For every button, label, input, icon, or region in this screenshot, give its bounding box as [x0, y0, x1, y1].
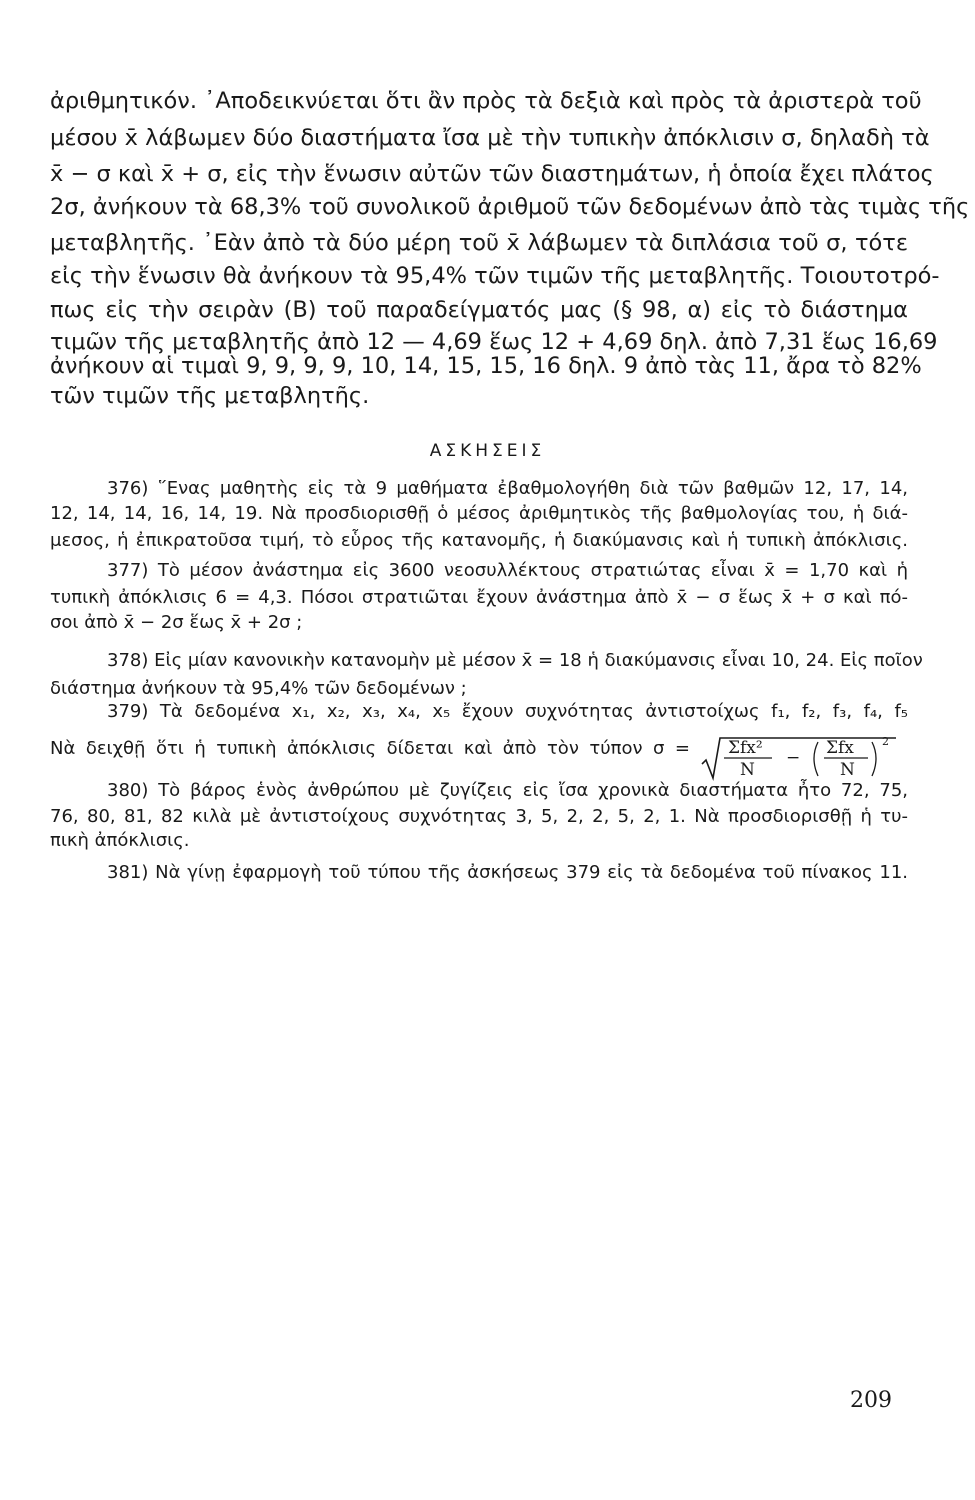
formula-minus: − [786, 748, 801, 768]
exercise-379-line: Νὰ δειχθῇ ὅτι ἡ τυπικὴ ἀπόκλισις δίδεται καὶ ἀπὸ τὸν τύπον σ = [50, 738, 690, 759]
body-text-line: ἀριθμητικόν. ᾽Αποδεικνύεται ὅτι ἂν πρὸς τὰ δεξιὰ καὶ πρὸς τὰ ἀριστερὰ τοῦ [50, 88, 922, 114]
exercise-377-line: τυπικὴ ἀπόκλισις 6 = 4,3. Πόσοι στρατιῶται ἔχουν ἀνάστημα ἀπὸ x̄ − σ ἕως x̄ + σ καὶ πό- [50, 587, 908, 608]
page-number: 209 [850, 1388, 892, 1413]
exercise-376-line: 376) ῞Ενας μαθητὴς εἰς τὰ 9 μαθήματα ἐβαθμολογήθη διὰ τῶν βαθμῶν 12, 17, 14, [107, 478, 908, 499]
formula-exponent: 2 [882, 735, 889, 748]
exercise-378-line: 378) Εἰς μίαν κανονικὴν κατανομὴν μὲ μέσον x̄ = 18 ἡ διακύμανσις εἶναι 10, 24. Εἰς ποῖον [107, 650, 923, 671]
body-text-line: τιμῶν τῆς μεταβλητῆς ἀπὸ 12 — 4,69 ἕως 12 + 4,69 δηλ. ἀπὸ 7,31 ἕως 16,69 [50, 329, 938, 355]
formula-denominator-1: N [740, 760, 755, 780]
exercise-376-line: μεσος, ἡ ἐπικρατοῦσα τιμή, τὸ εὗρος τῆς κατανομῆς, ἡ διακύμανσις καὶ ἡ τυπικὴ ἀπόκλισις. [50, 530, 908, 551]
exercise-381-line: 381) Νὰ γίνῃ ἐφαρμογὴ τοῦ τύπου τῆς ἀσκήσεως 379 εἰς τὰ δεδομένα τοῦ πίνακος 11. [107, 862, 908, 883]
exercise-377-line: 377) Τὸ μέσον ἀνάστημα εἰς 3600 νεοσυλλέκτους στρατιώτας εἶναι x̄ = 1,70 καὶ ἡ [107, 560, 908, 581]
body-text-line: μεταβλητῆς. ᾽Εὰν ἀπὸ τὰ δύο μέρη τοῦ x̄ λάβωμεν τὰ διπλάσια τοῦ σ, τότε [50, 230, 908, 256]
exercise-377-line: σοι ἀπὸ x̄ − 2σ ἕως x̄ + 2σ ; [50, 612, 303, 633]
body-text-line: x̄ − σ καὶ x̄ + σ, εἰς τὴν ἕνωσιν αὐτῶν τῶν διαστημάτων, ἡ ὁποία ἔχει πλάτος [50, 161, 934, 187]
formula-numerator-2: Σfx [826, 738, 854, 758]
body-text-line: τῶν τιμῶν τῆς μεταβλητῆς. [50, 383, 370, 409]
body-text-line: 2σ, ἀνήκουν τὰ 68,3% τοῦ συνολικοῦ ἀριθμοῦ τῶν δεδομένων ἀπὸ τὰς τιμὰς τῆς [50, 194, 970, 220]
exercise-379-line: 379) Τὰ δεδομένα x₁, x₂, x₃, x₄, x₅ ἔχουν συχνότητας ἀντιστοίχως f₁, f₂, f₃, f₄, f₅ [107, 701, 908, 722]
exercise-380-line: πικὴ ἀπόκλισις. [50, 830, 190, 851]
body-text-line: πως εἰς τὴν σειρὰν (Β) τοῦ παραδείγματός μας (§ 98, α) εἰς τὸ διάστημα [50, 297, 908, 323]
body-text-line: εἰς τὴν ἕνωσιν θὰ ἀνήκουν τὰ 95,4% τῶν τιμῶν τῆς μεταβλητῆς. Τοιουτοτρό- [50, 263, 940, 289]
std-dev-formula [700, 734, 900, 782]
formula-numerator-1: Σfx² [728, 738, 763, 758]
exercises-heading: ΑΣΚΗΣΕΙΣ [429, 441, 546, 461]
body-text-line: ἀνήκουν αἱ τιμαὶ 9, 9, 9, 9, 10, 14, 15, 15, 16 δηλ. 9 ἀπὸ τὰς 11, ἄρα τὸ 82% [50, 353, 922, 379]
formula-denominator-2: N [840, 760, 855, 780]
exercise-378-line: διάστημα ἀνήκουν τὰ 95,4% τῶν δεδομένων ; [50, 678, 467, 699]
exercise-380-line: 76, 80, 81, 82 κιλὰ μὲ ἀντιστοίχους συχνότητας 3, 5, 2, 2, 5, 2, 1. Νὰ προσδιορισθῇ ἡ τυ- [50, 806, 908, 827]
exercise-376-line: 12, 14, 14, 16, 14, 19. Νὰ προσδιορισθῇ ὁ μέσος ἀριθμητικὸς τῆς βαθμολογίας του, ἡ διά- [50, 503, 908, 524]
body-text-line: μέσου x̄ λάβωμεν δύο διαστήματα ἴσα μὲ τὴν τυπικὴν ἀπόκλισιν σ, δηλαδὴ τὰ [50, 125, 930, 151]
exercise-380-line: 380) Τὸ βάρος ἑνὸς ἀνθρώπου μὲ ζυγίζεις εἰς ἴσα χρονικὰ διαστήματα ἦτο 72, 75, [107, 780, 908, 801]
